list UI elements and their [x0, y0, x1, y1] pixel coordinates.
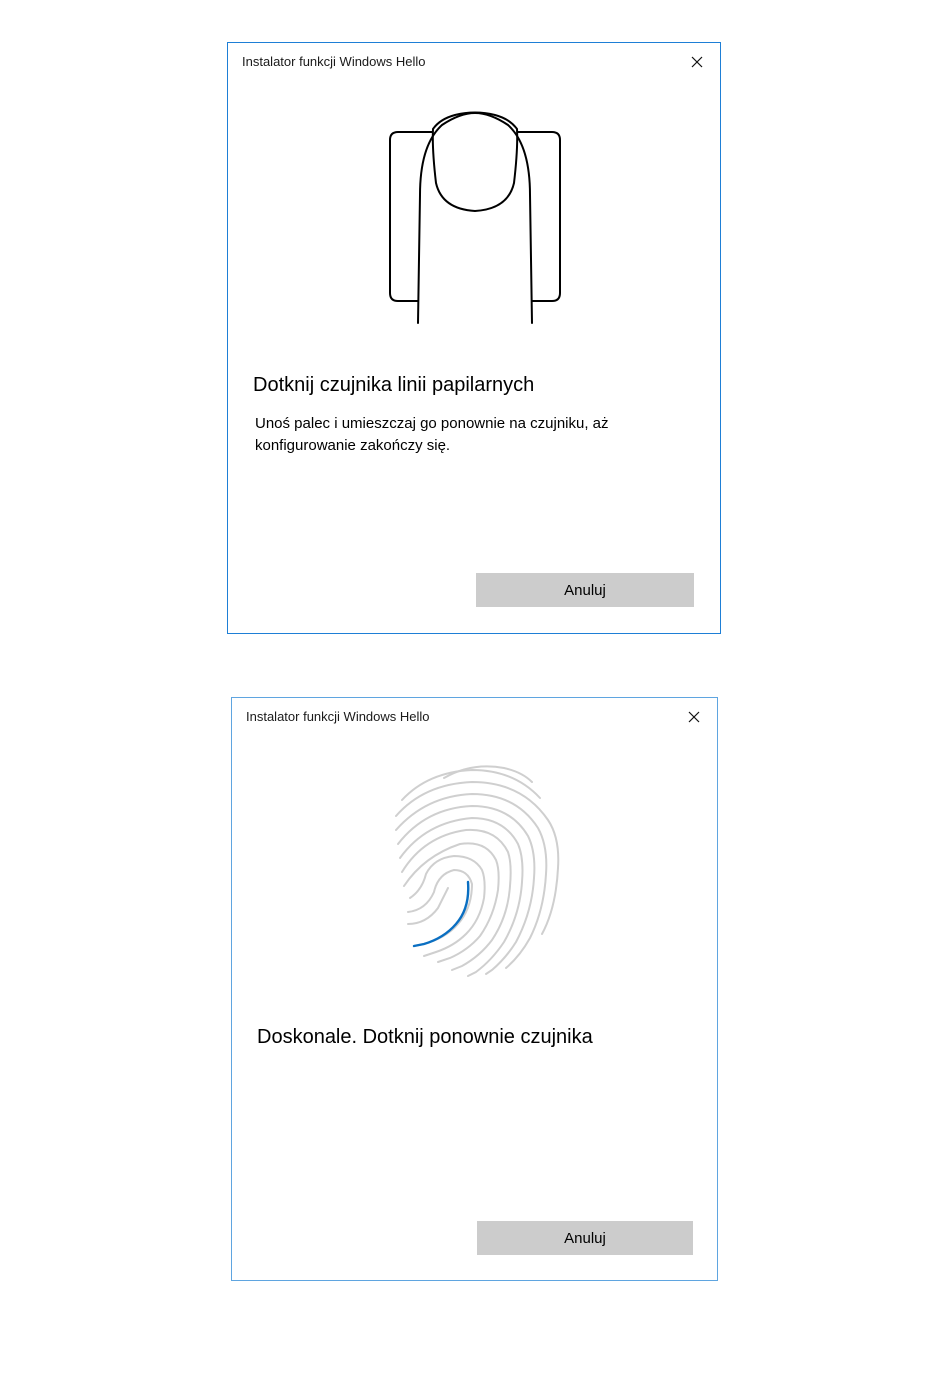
windows-hello-dialog-touch-sensor: [227, 42, 721, 634]
window-title: Instalator funkcji Windows Hello: [242, 54, 426, 69]
instruction-heading: Dotknij czujnika linii papilarnych: [253, 374, 535, 396]
close-button[interactable]: [681, 704, 707, 730]
title-bar: [232, 698, 717, 736]
windows-hello-dialog-progress: [231, 697, 718, 1281]
close-icon: [684, 49, 710, 75]
fingerprint-progress-arc: [414, 882, 468, 946]
close-icon: [681, 704, 707, 730]
title-bar: [228, 43, 720, 81]
instruction-text: Unoś palec i umieszczaj go ponownie na czujniku, aż konfigurowanie zakończy się.: [255, 415, 609, 454]
window-title: Instalator funkcji Windows Hello: [246, 709, 430, 724]
status-heading: Doskonale. Dotknij ponownie czujnika: [257, 1026, 593, 1048]
cancel-button[interactable]: Anuluj: [477, 1221, 693, 1255]
close-button[interactable]: [684, 49, 710, 75]
cancel-button[interactable]: Anuluj: [476, 573, 694, 607]
fingerprint-icon: [382, 758, 568, 984]
finger-on-sensor-icon: [380, 105, 570, 327]
